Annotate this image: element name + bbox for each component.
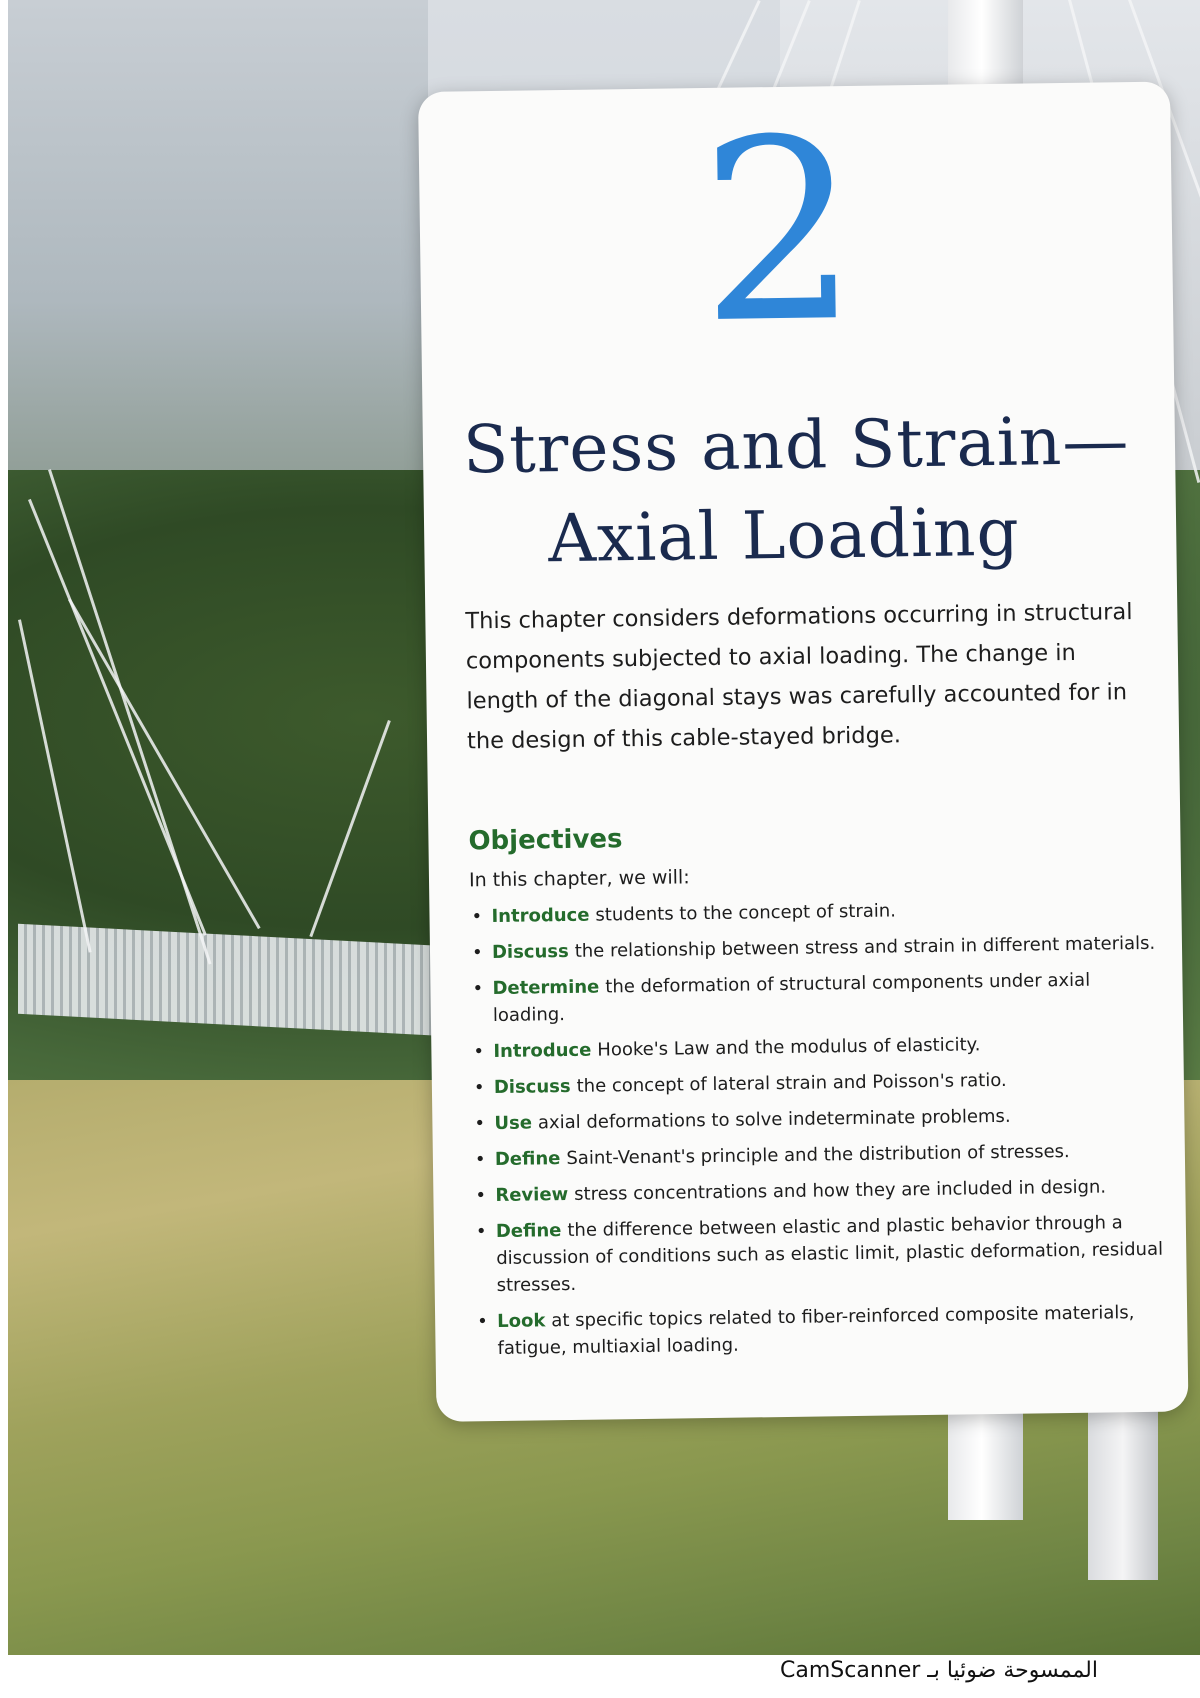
objective-verb: Define [495,1220,562,1243]
objective-text: the deformation of structural components under axial loading. [492,969,1091,1027]
objective-text: Hooke's Law and the modulus of elasticity. [597,1034,981,1061]
objective-item [474,1209,1165,1300]
chapter-title-line2: Axial Loading [547,493,1021,578]
objectives-heading: Objectives [468,824,623,857]
objective-text: axial deformations to solve indeterminate problems. [537,1105,1011,1134]
objective-verb: Define [494,1148,561,1171]
objective-item [470,966,1161,1030]
objective-verb: Review [495,1184,569,1207]
scanner-watermark: CamScanner الممسوحة ضوئيا بـ [780,1658,1098,1683]
chapter-title-line1: Stress and Strain— [462,402,1130,489]
objective-text: Saint-Venant's principle and the distribution of stresses. [566,1141,1070,1170]
objective-item [473,1137,1163,1174]
objective-text: students to the concept of strain. [595,900,897,926]
objectives-list [469,894,1165,1372]
objective-text: at specific topics related to fiber-reinforced composite materials, fatigue, multiaxial loading. [497,1302,1135,1360]
objective-item [470,930,1160,967]
objective-verb: Introduce [493,1039,592,1063]
objectives-lead: In this chapter, we will: [468,866,690,892]
objective-verb: Determine [492,976,600,1000]
objective-item [475,1299,1166,1363]
objective-item [469,894,1159,931]
objective-item [473,1173,1163,1210]
objective-item [471,1029,1161,1066]
chapter-intro: This chapter considers deformations occurring in structural components subjected to axial loading. The change in length of the diagonal stays was carefully accounted for in the design of this cable-stayed bridge. [465,599,1133,755]
objective-item [472,1101,1162,1138]
objective-text: the difference between elastic and plastic behavior through a discussion of conditions such as elastic limit, plastic deformation, residual stresses. [496,1212,1164,1297]
bridge-pylon-base [1088,1400,1158,1580]
sky-left [8,0,428,500]
bridge-cable [716,0,761,92]
objective-verb: Use [494,1112,533,1135]
chapter-card [418,82,1188,1422]
objective-text: stress concentrations and how they are included in design. [574,1176,1107,1205]
objective-text: the relationship between stress and strain in different materials. [574,932,1156,962]
objective-verb: Discuss [491,940,569,964]
objective-verb: Discuss [493,1075,571,1099]
objective-text: the concept of lateral strain and Poisson's ratio. [576,1069,1007,1097]
objective-verb: Introduce [491,904,590,928]
objective-verb: Look [497,1310,546,1333]
objective-item [472,1065,1162,1102]
chapter-number: 2 [697,84,862,379]
